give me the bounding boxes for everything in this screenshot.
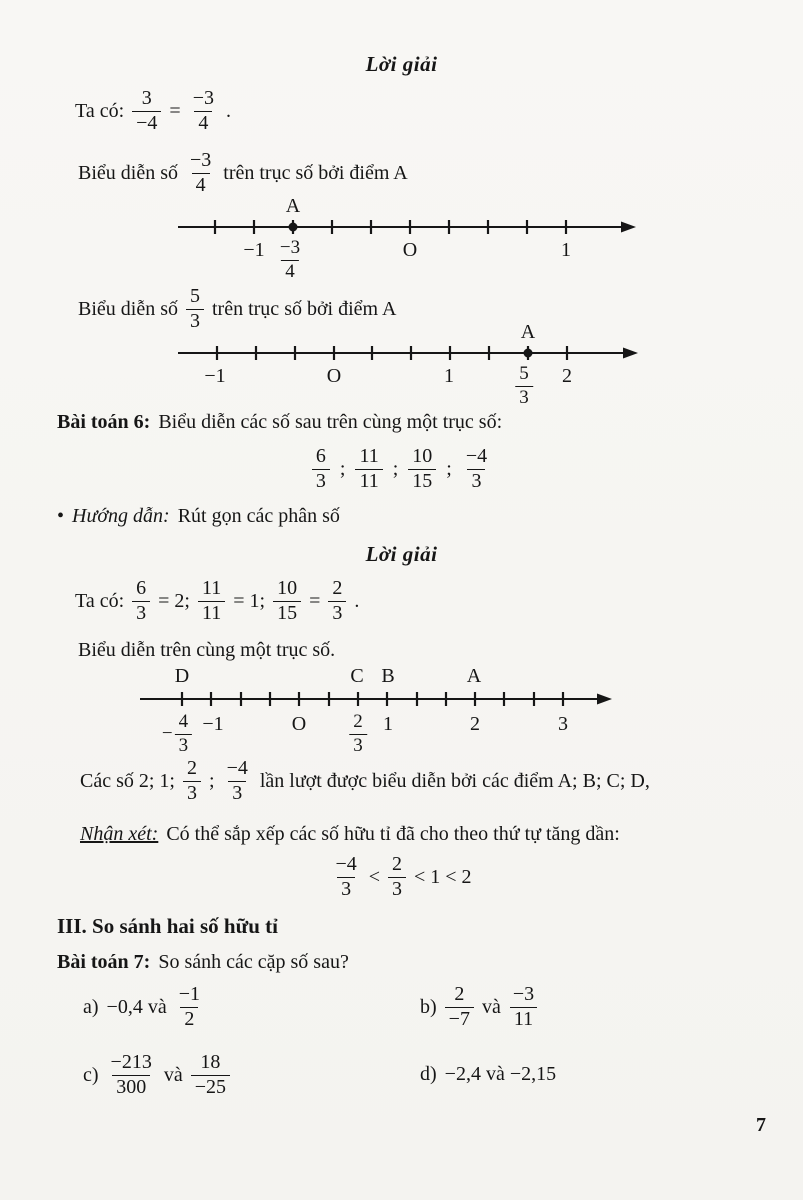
number-line-3 <box>0 662 803 768</box>
fraction-numerator: −4 <box>335 853 357 875</box>
text-post: trên trục số bởi điểm A <box>212 298 397 321</box>
fraction-numerator: 6 <box>136 577 147 599</box>
fraction-denominator: 3 <box>312 469 330 493</box>
fraction-numerator: 10 <box>412 445 433 467</box>
fraction-numerator: 4 <box>178 711 189 732</box>
fraction-numerator: 2 <box>454 983 465 1005</box>
fraction-numerator: −4 <box>226 757 248 779</box>
fraction-numerator: 3 <box>141 87 152 109</box>
fraction <box>355 446 382 492</box>
solution-title-text: Lời giải <box>365 542 438 566</box>
number-line-axis <box>0 338 660 368</box>
fraction-numerator: −3 <box>190 149 212 171</box>
fraction <box>189 88 218 134</box>
problem-7-item-c <box>83 1052 230 1098</box>
item-text: −0,4 và <box>106 996 167 1019</box>
solution-title-text: Lời giải <box>365 52 438 76</box>
fraction-denominator: 11 <box>510 1007 537 1031</box>
fraction-numerator: 6 <box>315 445 326 467</box>
result-1: = 2; <box>158 590 190 613</box>
fraction-denominator: 4 <box>281 260 299 283</box>
problem-6-text: Biểu diễn các số sau trên cùng một trục số: <box>158 411 503 433</box>
note-line <box>80 822 620 846</box>
fraction-denominator: 3 <box>186 309 204 333</box>
number-line-axis <box>0 212 660 242</box>
fraction-numerator: 2 <box>353 711 363 732</box>
less-than-sign: < <box>368 865 380 888</box>
fraction <box>132 88 161 134</box>
separator: ; <box>339 457 346 480</box>
problem-7-heading <box>57 950 349 974</box>
fraction <box>312 446 330 492</box>
problem-7-item-a <box>83 984 204 1030</box>
fraction-denominator: 2 <box>180 1007 198 1031</box>
tick-label-one: 1 <box>444 365 454 387</box>
represent-line-3 <box>78 638 335 662</box>
item-label: a) <box>83 996 99 1019</box>
tick-label-minus1: −1 <box>202 713 224 735</box>
tick-label-one: 1 <box>383 713 393 735</box>
point-a-label: A <box>285 195 301 217</box>
fraction-denominator: 4 <box>192 173 210 197</box>
fraction <box>198 578 225 624</box>
fraction-numerator: 10 <box>277 577 298 599</box>
fraction <box>331 854 360 900</box>
separator: ; <box>446 457 452 480</box>
fraction <box>175 984 204 1030</box>
fraction <box>132 578 150 624</box>
equation-line-2 <box>75 578 359 624</box>
text-pre: Các số 2; 1; <box>80 770 175 793</box>
period: . <box>354 590 360 613</box>
number-line-2 <box>0 320 803 416</box>
result-2: = 1; <box>233 590 266 613</box>
separator: ; <box>392 457 399 480</box>
hint-line <box>57 504 340 528</box>
tick-label-origin: O <box>291 713 307 735</box>
fraction <box>408 446 436 492</box>
fraction-numerator: −3 <box>512 983 535 1005</box>
fraction-denominator: −7 <box>445 1007 474 1031</box>
fraction-denominator: 3 <box>467 469 485 493</box>
item-text: −2,4 và −2,15 <box>444 1063 557 1085</box>
fraction-denominator: 3 <box>228 781 246 805</box>
fraction-numerator: −3 <box>192 87 214 109</box>
section-3-heading <box>57 914 278 939</box>
equals-sign: = <box>309 590 321 613</box>
number-line-1 <box>0 196 803 288</box>
hint-label: Hướng dẫn: <box>72 505 170 527</box>
fraction-numerator: −3 <box>279 237 301 258</box>
fraction <box>509 984 538 1030</box>
tick-label-origin: O <box>402 239 418 261</box>
fraction-denominator: 4 <box>194 111 212 135</box>
tick-label-minus-four-thirds <box>162 712 192 756</box>
tick-label-minus1: −1 <box>243 239 265 261</box>
equation-line-1 <box>75 88 231 134</box>
fraction-numerator: 5 <box>519 363 529 384</box>
tick-label-fraction <box>276 238 304 282</box>
tick-label-minus1: −1 <box>204 365 226 387</box>
point-a-label: A <box>520 321 536 343</box>
fraction-denominator: −25 <box>191 1075 230 1099</box>
page-number: 7 <box>756 1114 766 1136</box>
equals-sign: = <box>169 100 181 123</box>
item-label: c) <box>83 1064 99 1087</box>
hint-text: Rút gọn các phân số <box>177 505 340 527</box>
solution-title-1 <box>0 52 803 77</box>
fraction-numerator: 11 <box>359 445 379 467</box>
fraction-numerator: 18 <box>200 1051 221 1073</box>
item-label: b) <box>420 996 437 1019</box>
fraction-denominator: 15 <box>408 469 436 493</box>
item-label: d) <box>420 1063 437 1085</box>
tick-label-two-thirds <box>349 712 367 756</box>
item-text: và <box>163 1064 183 1087</box>
text-post: lần lượt được biểu diễn bởi các điểm A; B; C; D, <box>259 770 650 793</box>
fraction <box>186 150 215 196</box>
fraction <box>223 758 252 804</box>
separator: ; <box>209 770 215 793</box>
tick-label-two: 2 <box>470 713 480 735</box>
fraction-denominator: 15 <box>273 601 301 625</box>
note-label: Nhận xét: <box>80 823 159 845</box>
section-3-text: III. So sánh hai số hữu tỉ <box>57 914 278 938</box>
represent-line-1 <box>78 150 408 196</box>
tick-label-one: 1 <box>561 239 571 261</box>
tick-label-two: 2 <box>562 365 572 387</box>
fraction <box>183 758 201 804</box>
problem-7-text: So sánh các cặp số sau? <box>158 951 349 973</box>
bullet-icon: • <box>57 505 65 527</box>
tick-label-origin: O <box>326 365 342 387</box>
fraction <box>328 578 346 624</box>
problem-7-item-d <box>420 1062 556 1086</box>
text-post: trên trục số bởi điểm A <box>223 162 408 185</box>
fraction <box>107 1052 156 1098</box>
problem-6-label: Bài toán 6: <box>57 411 151 433</box>
point-b-label: B <box>381 665 395 687</box>
item-text: và <box>481 996 501 1019</box>
problem-6-heading <box>57 410 502 434</box>
fraction <box>175 712 193 756</box>
fraction <box>191 1052 230 1098</box>
minus-sign: − <box>161 723 173 745</box>
fraction-numerator: 2 <box>187 757 197 779</box>
fraction-numerator: −213 <box>110 1051 152 1073</box>
number-line-axis <box>0 684 660 714</box>
problem-7-item-b <box>420 984 538 1030</box>
fraction-denominator: −4 <box>132 111 161 135</box>
fraction-denominator: 3 <box>175 734 193 757</box>
fraction <box>388 854 406 900</box>
fraction <box>273 578 301 624</box>
fraction-denominator: 3 <box>132 601 150 625</box>
fraction-denominator: 11 <box>355 469 382 493</box>
fraction <box>445 984 474 1030</box>
point-d-label: D <box>174 665 190 687</box>
problem-6-fractions <box>0 446 803 492</box>
text-pre: Biểu diễn số <box>78 162 178 185</box>
fraction-denominator: 3 <box>515 386 533 409</box>
fraction-denominator: 3 <box>388 877 406 901</box>
fraction-denominator: 300 <box>112 1075 150 1099</box>
fraction-numerator: 5 <box>190 285 200 307</box>
fraction-numerator: −4 <box>465 445 488 467</box>
point-a-label: A <box>466 665 482 687</box>
fraction-denominator: 3 <box>337 877 355 901</box>
fraction-numerator: 2 <box>332 577 343 599</box>
period: . <box>225 100 231 123</box>
taco-label: Ta có: <box>75 590 125 613</box>
inequality-rest: < 1 < 2 <box>414 865 472 888</box>
inequality-row <box>0 854 803 900</box>
fraction-denominator: 11 <box>198 601 225 625</box>
text-pre: Biểu diễn số <box>78 298 178 321</box>
point-c-label: C <box>350 665 364 687</box>
fraction-denominator: 3 <box>349 734 367 757</box>
problem-7-label: Bài toán 7: <box>57 951 151 973</box>
tick-label-three: 3 <box>558 713 568 735</box>
fraction-numerator: −1 <box>178 983 200 1005</box>
solution-title-2 <box>0 542 803 567</box>
conclusion-line <box>80 758 650 804</box>
note-text: Có thể sắp xếp các số hữu tỉ đã cho theo thứ tự tăng dần: <box>166 823 620 845</box>
fraction-numerator: 2 <box>392 853 402 875</box>
fraction <box>462 446 491 492</box>
fraction-numerator: 11 <box>201 577 222 599</box>
text: Biểu diễn trên cùng một trục số. <box>78 639 336 661</box>
tick-label-fraction <box>515 364 533 408</box>
taco-label: Ta có: <box>75 100 125 123</box>
fraction-denominator: 3 <box>328 601 346 625</box>
fraction-denominator: 3 <box>183 781 201 805</box>
